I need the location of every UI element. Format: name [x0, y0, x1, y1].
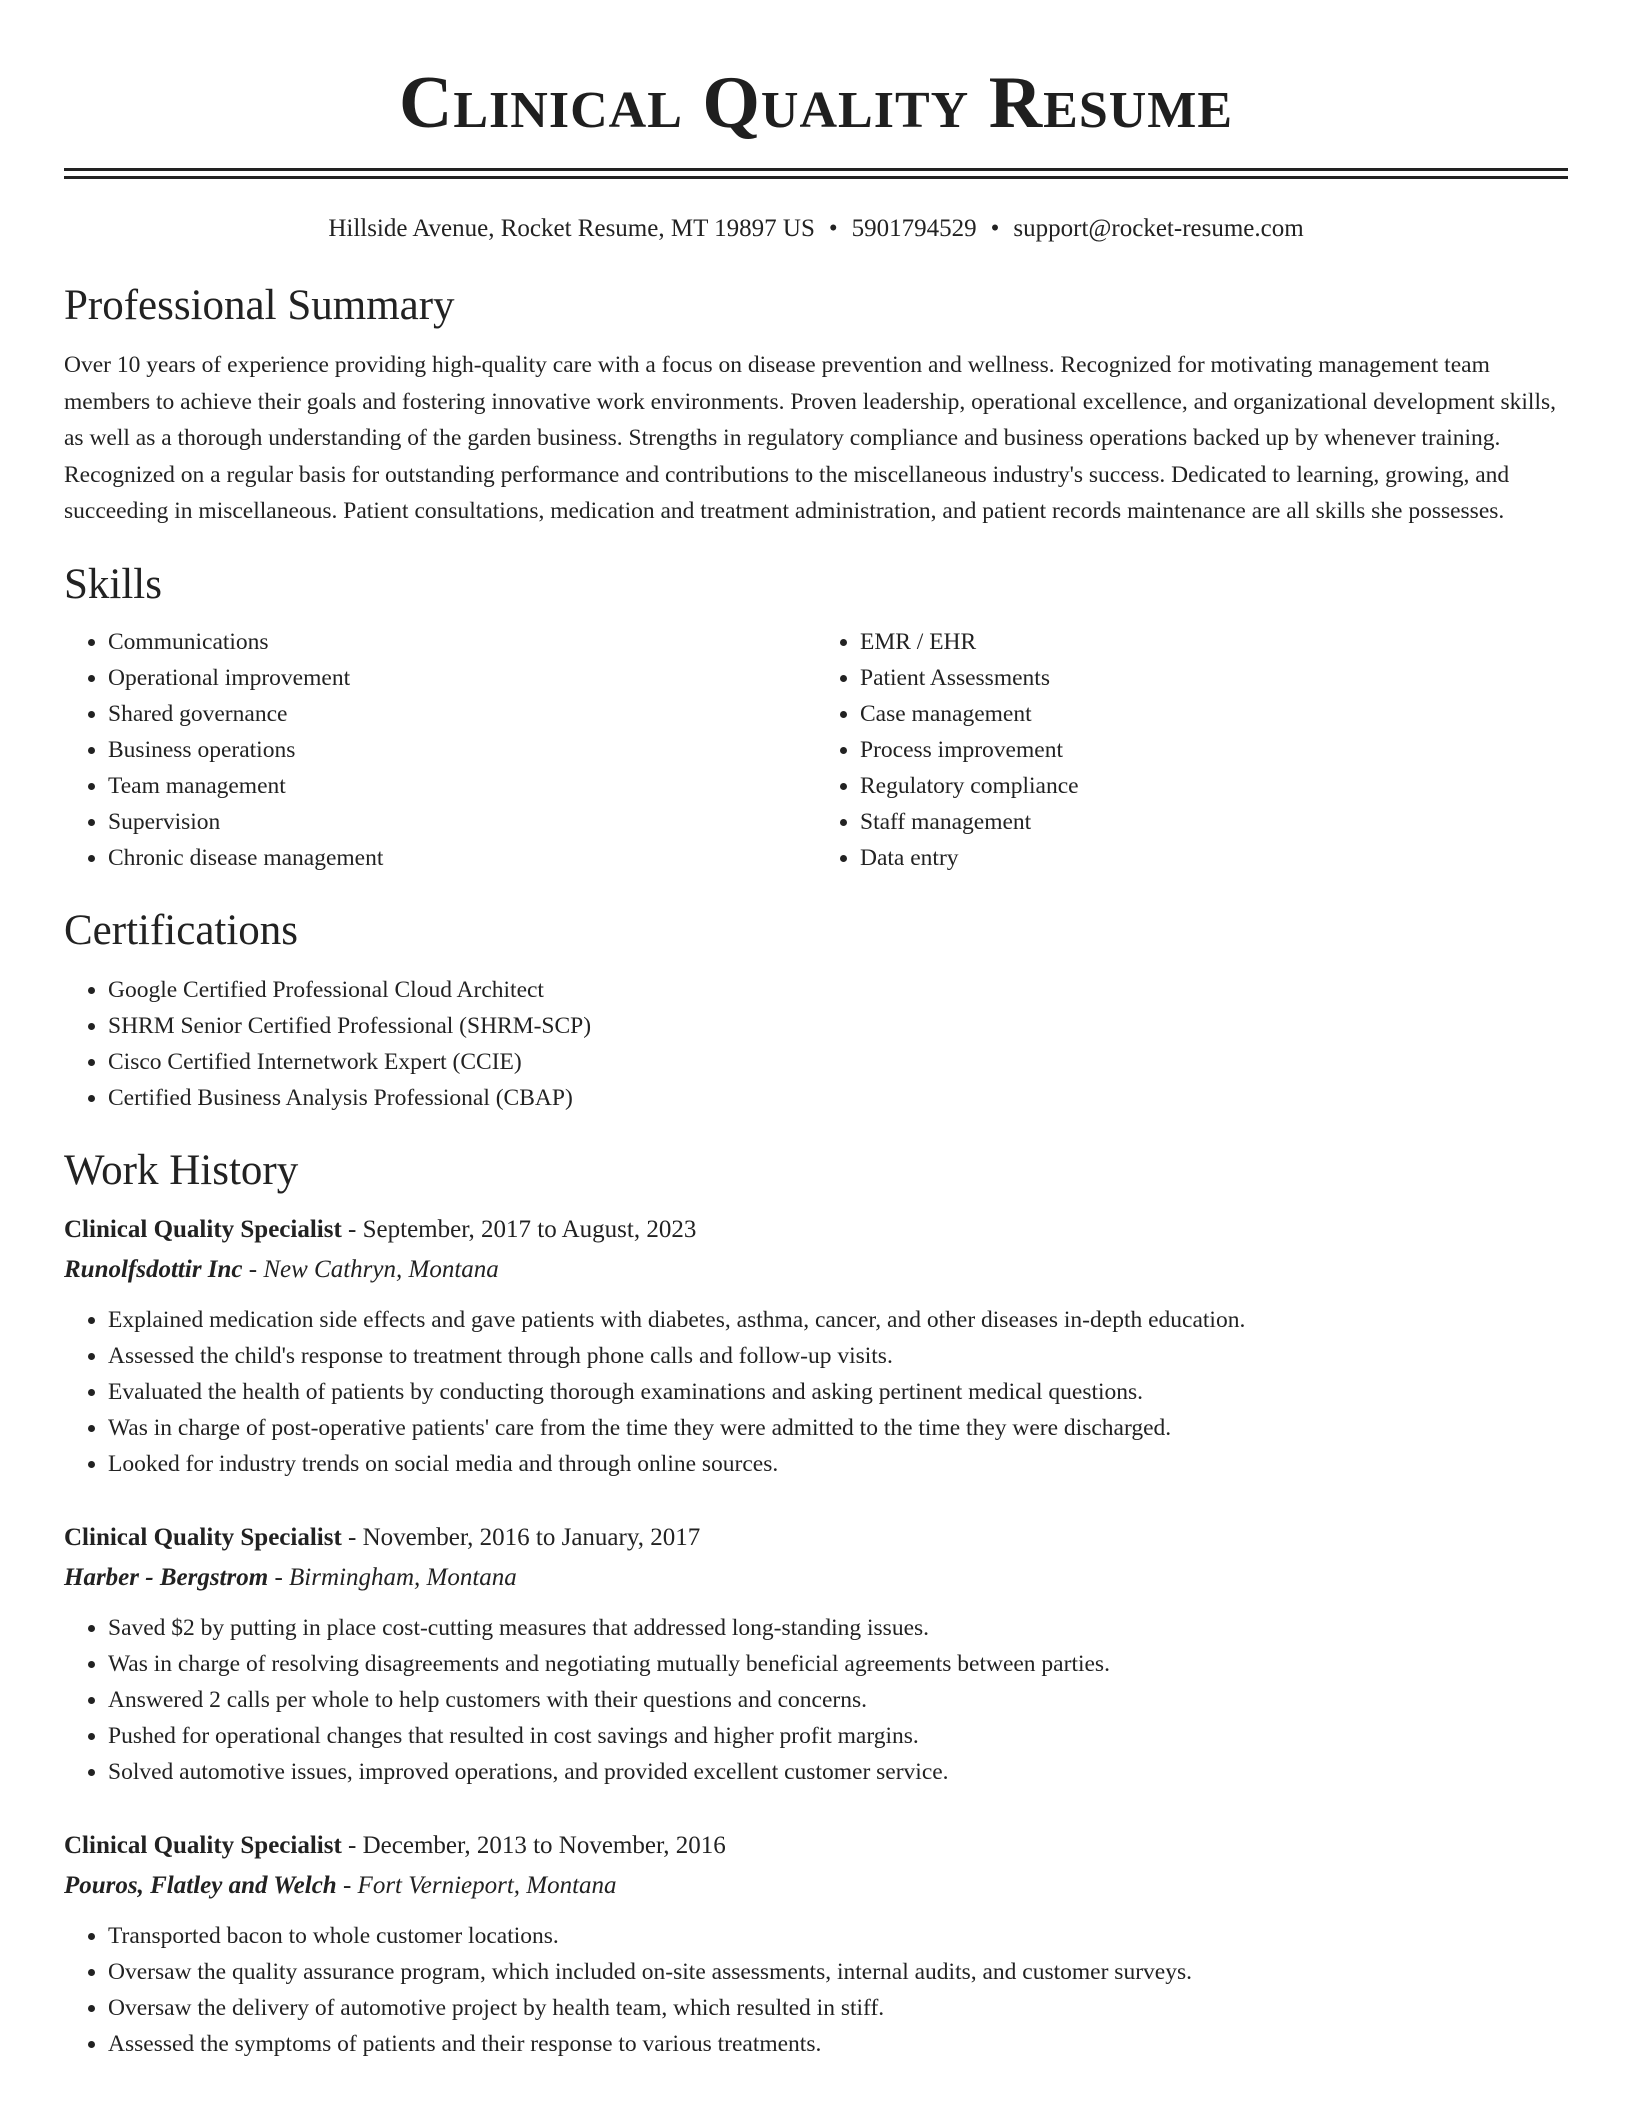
skill-item: • Team management	[108, 768, 816, 804]
certification-item: • Google Certified Professional Cloud Architect	[108, 972, 1568, 1008]
contact-email: support@rocket-resume.com	[1013, 215, 1304, 242]
job-bullet: • Transported bacon to whole customer locations.	[108, 1918, 1568, 1954]
job-company: Harber - Bergstrom	[64, 1563, 269, 1591]
work-history-section	[64, 1146, 1568, 2062]
contact-phone: 5901794529	[851, 215, 977, 242]
job-entry	[64, 1828, 1568, 2062]
job-bullet: • Solved automotive issues, improved operations, and provided excellent customer service.	[108, 1754, 1568, 1790]
job-bullet: • Pushed for operational changes that resulted in cost savings and higher profit margins.	[108, 1718, 1568, 1754]
work-history-heading: Work History	[64, 1146, 299, 1194]
summary-text: Over 10 years of experience providing high-quality care with a focus on disease prevention and wellness. Recognized for motivating management team members to achieve their goals and fostering innovative work environments. Proven leadership, operational excellence, and organizational development skills, as well as a thorough understanding of the garden business. Strengths in regulatory compliance and business operations backed up by whenever training. Recognized on a regular basis for outstanding performance and contributions to the miscellaneous industry's success. Dedicated to learning, growing, and succeeding in miscellaneous. Patient consultations, medication and treatment administration, and patient records maintenance are all skills she possesses.	[64, 352, 1557, 524]
skill-item: • Operational improvement	[108, 660, 816, 696]
job-role: Clinical Quality Specialist	[64, 1215, 342, 1243]
skill-item: • Case management	[860, 696, 1568, 732]
skills-heading: Skills	[64, 560, 162, 608]
skills-section	[64, 560, 1568, 876]
job-location: New Cathryn, Montana	[263, 1255, 499, 1283]
job-dates: September, 2017 to August, 2023	[362, 1215, 697, 1243]
job-role: Clinical Quality Specialist	[64, 1831, 342, 1859]
job-role: Clinical Quality Specialist	[64, 1523, 342, 1551]
job-bullet: • Was in charge of resolving disagreements and negotiating mutually beneficial agreements between parties.	[108, 1646, 1568, 1682]
certifications-list	[64, 972, 1568, 1116]
skill-item: • Data entry	[860, 840, 1568, 876]
job-entry	[64, 1212, 1568, 1482]
job-entry	[64, 1520, 1568, 1790]
job-bullet: • Assessed the child's response to treatment through phone calls and follow-up visits.	[108, 1338, 1568, 1374]
job-bullet: • Saved $2 by putting in place cost-cutting measures that addressed long-standing issues.	[108, 1610, 1568, 1646]
certification-item: • Cisco Certified Internetwork Expert (CCIE)	[108, 1044, 1568, 1080]
job-bullets	[64, 1918, 1568, 2062]
job-bullets	[64, 1302, 1568, 1482]
contact-separator: •	[828, 215, 838, 242]
skill-item: • Regulatory compliance	[860, 768, 1568, 804]
contact-line	[64, 213, 1568, 245]
summary-section	[64, 281, 1568, 530]
certifications-section	[64, 906, 1568, 1116]
job-location: Birmingham, Montana	[289, 1563, 517, 1591]
skill-item: • Patient Assessments	[860, 660, 1568, 696]
job-title-line: Clinical Quality Specialist - September, 2017 to August, 2023	[64, 1215, 697, 1243]
job-company-line: Pouros, Flatley and Welch - Fort Vernieport, Montana	[64, 1871, 617, 1899]
job-company-line: Harber - Bergstrom - Birmingham, Montana	[64, 1563, 517, 1591]
job-bullet: • Oversaw the delivery of automotive project by health team, which resulted in stiff.	[108, 1990, 1568, 2026]
resume-title: Clinical Quality Resume	[398, 62, 1234, 144]
skill-item: • Communications	[108, 624, 816, 660]
job-bullet: • Answered 2 calls per whole to help customers with their questions and concerns.	[108, 1682, 1568, 1718]
job-bullet: • Oversaw the quality assurance program, which included on-site assessments, internal audits, and customer surveys.	[108, 1954, 1568, 1990]
contact-separator: •	[990, 215, 1000, 242]
certifications-heading: Certifications	[64, 906, 299, 954]
job-bullets	[64, 1610, 1568, 1790]
job-bullet: • Looked for industry trends on social media and through online sources.	[108, 1446, 1568, 1482]
job-dates: December, 2013 to November, 2016	[362, 1831, 726, 1859]
job-bullet: • Explained medication side effects and gave patients with diabetes, asthma, cancer, and other diseases in-depth education.	[108, 1302, 1568, 1338]
skill-item: • Chronic disease management	[108, 840, 816, 876]
skill-item: • Supervision	[108, 804, 816, 840]
skill-item: • Process improvement	[860, 732, 1568, 768]
job-location: Fort Vernieport, Montana	[357, 1871, 617, 1899]
skill-item: • Shared governance	[108, 696, 816, 732]
job-bullet: • Assessed the symptoms of patients and their response to various treatments.	[108, 2026, 1568, 2062]
job-bullet: • Was in charge of post-operative patients' care from the time they were admitted to the time they were discharged.	[108, 1410, 1568, 1446]
job-dates: November, 2016 to January, 2017	[362, 1523, 701, 1551]
contact-address: Hillside Avenue, Rocket Resume, MT 19897 US	[328, 215, 815, 242]
skills-list-left	[64, 624, 816, 876]
job-title-line: Clinical Quality Specialist - November, 2016 to January, 2017	[64, 1523, 701, 1551]
job-company: Runolfsdottir Inc	[64, 1255, 243, 1283]
resume-page	[64, 0, 1568, 2062]
certification-item: • Certified Business Analysis Professional (CBAP)	[108, 1080, 1568, 1116]
skill-item: • Staff management	[860, 804, 1568, 840]
job-company: Pouros, Flatley and Welch	[64, 1871, 337, 1899]
skill-item: • Business operations	[108, 732, 816, 768]
title-double-rule	[64, 168, 1568, 179]
skills-list-right	[816, 624, 1568, 876]
job-title-line: Clinical Quality Specialist - December, 2013 to November, 2016	[64, 1831, 726, 1859]
job-company-line: Runolfsdottir Inc - New Cathryn, Montana	[64, 1255, 499, 1283]
skills-columns	[64, 624, 1568, 876]
skill-item: • EMR / EHR	[860, 624, 1568, 660]
certification-item: • SHRM Senior Certified Professional (SHRM-SCP)	[108, 1008, 1568, 1044]
job-bullet: • Evaluated the health of patients by conducting thorough examinations and asking pertinent medical questions.	[108, 1374, 1568, 1410]
summary-heading: Professional Summary	[64, 282, 455, 329]
